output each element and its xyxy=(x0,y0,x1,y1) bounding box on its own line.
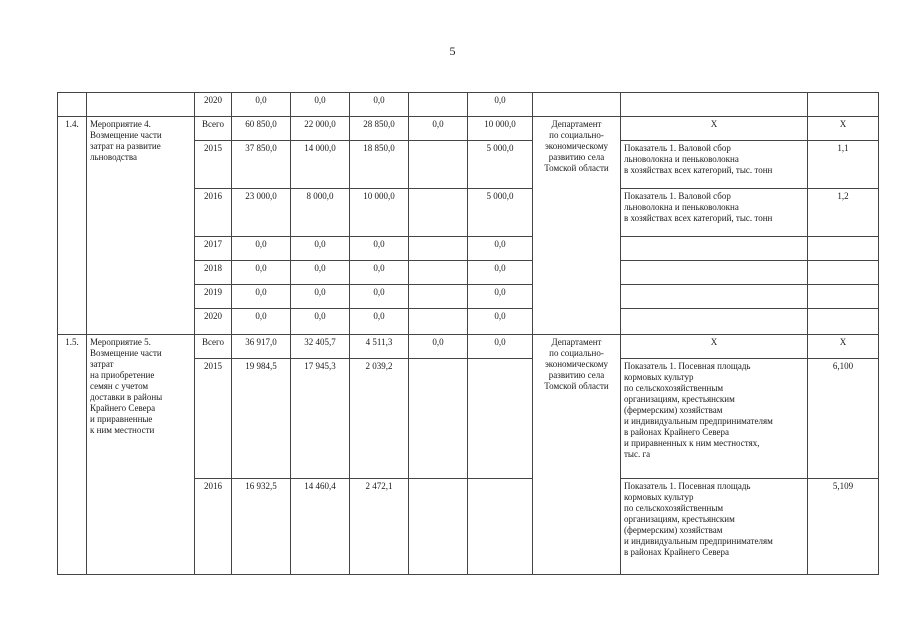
value-cell: 0,0 xyxy=(350,285,409,309)
indicator-cell: Показатель 1. Посевная площадь кормовых культур по сельскохозяйственным организациям, крестьянским (фермерским) хозяйствам и индивидуальным предпринимателям в районах Крайнего Севера xyxy=(621,479,808,575)
value-cell xyxy=(409,359,468,479)
indicator-value xyxy=(808,237,879,261)
indicator-value: 5,109 xyxy=(808,479,879,575)
year-cell: Всего xyxy=(195,117,232,141)
value-cell: 0,0 xyxy=(291,261,350,285)
program-table xyxy=(57,92,879,575)
indicator-cell xyxy=(621,309,808,335)
value-cell: 4 511,3 xyxy=(350,335,409,359)
indicator-cell: Показатель 1. Валовой сбор льноволокна и пеньковолокна в хозяйствах всех категорий, тыс. тонн xyxy=(621,141,808,189)
value-cell xyxy=(468,479,533,575)
value-cell: 18 850,0 xyxy=(350,141,409,189)
section-number: 1.5. xyxy=(58,335,87,575)
value-cell: 22 000,0 xyxy=(291,117,350,141)
value-cell: 0,0 xyxy=(232,93,291,117)
value-cell: 23 000,0 xyxy=(232,189,291,237)
indicator-value: X xyxy=(808,335,879,359)
department-cell: Департамент по социально- экономическому развитию села Томской области xyxy=(533,335,621,575)
value-cell: 0,0 xyxy=(468,335,533,359)
value-cell: 0,0 xyxy=(350,93,409,117)
value-cell: 16 932,5 xyxy=(232,479,291,575)
indicator-cell xyxy=(621,93,808,117)
year-cell: 2020 xyxy=(195,93,232,117)
value-cell xyxy=(409,93,468,117)
value-cell: 0,0 xyxy=(232,237,291,261)
indicator-value xyxy=(808,93,879,117)
value-cell: 0,0 xyxy=(232,285,291,309)
value-cell: 32 405,7 xyxy=(291,335,350,359)
value-cell xyxy=(409,285,468,309)
indicator-value: 6,100 xyxy=(808,359,879,479)
value-cell xyxy=(409,141,468,189)
value-cell: 0,0 xyxy=(291,309,350,335)
year-cell: 2018 xyxy=(195,261,232,285)
value-cell: 60 850,0 xyxy=(232,117,291,141)
page-number: 5 xyxy=(449,44,456,58)
indicator-value: X xyxy=(808,117,879,141)
value-cell: 0,0 xyxy=(291,93,350,117)
value-cell: 0,0 xyxy=(232,309,291,335)
value-cell xyxy=(409,189,468,237)
department-cell: Департамент по социально- экономическому развитию села Томской области xyxy=(533,117,621,335)
value-cell: 0,0 xyxy=(409,117,468,141)
value-cell: 5 000,0 xyxy=(468,141,533,189)
value-cell xyxy=(409,261,468,285)
value-cell: 0,0 xyxy=(291,285,350,309)
value-cell: 14 460,4 xyxy=(291,479,350,575)
table-row xyxy=(58,117,879,141)
value-cell: 0,0 xyxy=(468,285,533,309)
section-title: Мероприятие 4. Возмещение части затрат на развитие льноводства xyxy=(87,117,195,335)
year-cell: 2016 xyxy=(195,479,232,575)
table-row xyxy=(58,93,879,117)
value-cell: 0,0 xyxy=(468,309,533,335)
value-cell: 36 917,0 xyxy=(232,335,291,359)
value-cell: 0,0 xyxy=(350,261,409,285)
table-row xyxy=(58,335,879,359)
value-cell: 0,0 xyxy=(350,309,409,335)
year-cell: 2015 xyxy=(195,359,232,479)
value-cell: 37 850,0 xyxy=(232,141,291,189)
value-cell: 8 000,0 xyxy=(291,189,350,237)
value-cell: 10 000,0 xyxy=(468,117,533,141)
value-cell xyxy=(468,359,533,479)
indicator-cell xyxy=(621,261,808,285)
indicator-value xyxy=(808,285,879,309)
row-num xyxy=(58,93,87,117)
year-cell: Всего xyxy=(195,335,232,359)
value-cell: 0,0 xyxy=(291,237,350,261)
year-cell: 2019 xyxy=(195,285,232,309)
value-cell: 17 945,3 xyxy=(291,359,350,479)
value-cell: 0,0 xyxy=(409,335,468,359)
value-cell: 0,0 xyxy=(468,237,533,261)
value-cell xyxy=(409,237,468,261)
section-number: 1.4. xyxy=(58,117,87,335)
value-cell: 10 000,0 xyxy=(350,189,409,237)
indicator-cell: X xyxy=(621,117,808,141)
value-cell: 0,0 xyxy=(468,261,533,285)
indicator-value: 1,2 xyxy=(808,189,879,237)
indicator-cell xyxy=(621,285,808,309)
year-cell: 2015 xyxy=(195,141,232,189)
year-cell: 2016 xyxy=(195,189,232,237)
value-cell: 5 000,0 xyxy=(468,189,533,237)
value-cell: 0,0 xyxy=(350,237,409,261)
indicator-value xyxy=(808,309,879,335)
indicator-value: 1,1 xyxy=(808,141,879,189)
value-cell: 2 039,2 xyxy=(350,359,409,479)
indicator-value xyxy=(808,261,879,285)
value-cell: 0,0 xyxy=(468,93,533,117)
value-cell xyxy=(409,309,468,335)
year-cell: 2020 xyxy=(195,309,232,335)
indicator-cell xyxy=(621,237,808,261)
indicator-cell: Показатель 1. Валовой сбор льноволокна и пеньковолокна в хозяйствах всех категорий, тыс. тонн xyxy=(621,189,808,237)
indicator-cell: X xyxy=(621,335,808,359)
value-cell: 28 850,0 xyxy=(350,117,409,141)
row-title xyxy=(87,93,195,117)
value-cell: 14 000,0 xyxy=(291,141,350,189)
year-cell: 2017 xyxy=(195,237,232,261)
value-cell xyxy=(409,479,468,575)
value-cell: 19 984,5 xyxy=(232,359,291,479)
value-cell: 2 472,1 xyxy=(350,479,409,575)
section-title: Мероприятие 5. Возмещение части затрат на приобретение семян с учетом доставки в районы Крайнего Севера и приравненные к ним местности xyxy=(87,335,195,575)
value-cell: 0,0 xyxy=(232,261,291,285)
dept-cell xyxy=(533,93,621,117)
indicator-cell: Показатель 1. Посевная площадь кормовых культур по сельскохозяйственным организациям, крестьянским (фермерским) хозяйствам и индивидуальным предпринимателям в районах Крайнего Севера и приравненных к ним местностях, тыс. га xyxy=(621,359,808,479)
